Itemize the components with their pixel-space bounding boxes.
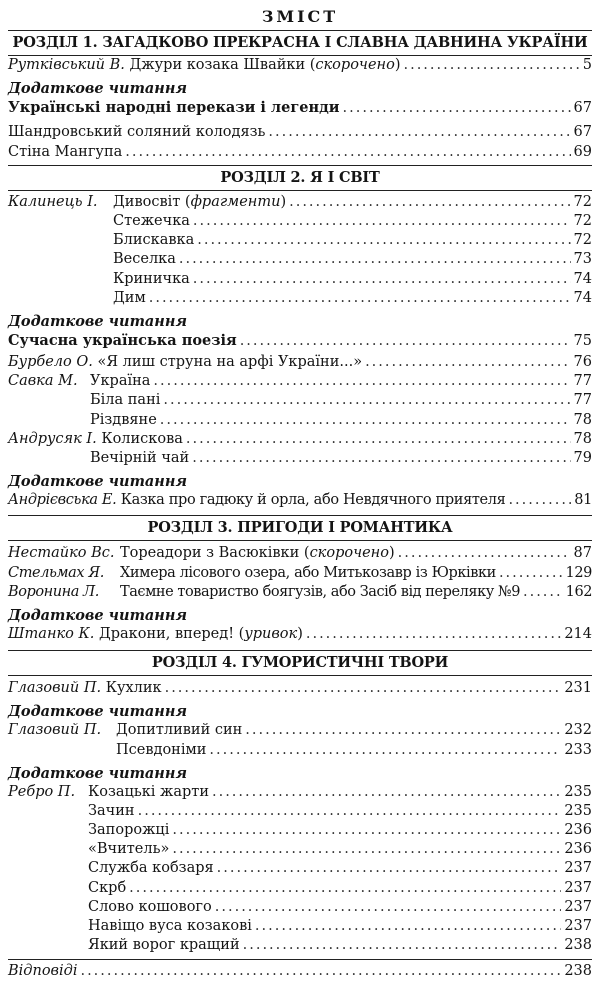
entry-page: 76: [573, 354, 592, 371]
section-title: РОЗДІЛ 1. ЗАГАДКОВО ПРЕКРАСНА І СЛАВНА ДАВНИНА УКРАЇНИ: [12, 34, 588, 51]
toc-entry[interactable]: [8, 936, 592, 955]
leader-dots: [523, 583, 563, 602]
leader-dots: [138, 802, 562, 821]
entry-page: 162: [565, 583, 592, 600]
leader-dots: [80, 962, 561, 981]
entry-title: Різдвяне: [90, 411, 157, 428]
leader-dots: [153, 372, 570, 391]
entry-author: Воронина Л.: [8, 583, 99, 600]
toc-entry[interactable]: Штанко К. Дракони, вперед! ( уривок ) ..... 214: [8, 625, 592, 644]
toc-entry[interactable]: [8, 391, 592, 410]
entry-page: 78: [573, 430, 592, 447]
leader-dots: [217, 859, 562, 878]
leader-dots: [179, 250, 571, 269]
page-title: ЗМІСТ: [261, 7, 339, 26]
entry-page: 72: [573, 193, 592, 210]
leader-dots: [403, 56, 579, 75]
additional-reading-label: Додаткове читання: [8, 312, 187, 330]
leader-dots: [160, 411, 571, 430]
toc-entry[interactable]: [8, 123, 592, 142]
entry-title: Вечірній чай: [90, 450, 190, 466]
additional-reading-label: Додаткове читання: [8, 606, 187, 624]
entry-page: 214: [564, 625, 592, 642]
entry-page: 235: [564, 802, 592, 819]
additional-reading-label: Додаткове читання: [8, 80, 187, 98]
entry-title: Шандровський соляний колодязь: [8, 124, 266, 141]
entry-page: 237: [564, 860, 592, 877]
toc-entry[interactable]: [8, 583, 592, 602]
toc-entry[interactable]: [8, 372, 592, 391]
leader-dots: [172, 840, 561, 859]
entry-author: Ребро П.: [8, 783, 76, 800]
entry-note: уривок: [244, 625, 298, 642]
entry-title: Дим: [113, 289, 146, 306]
leader-dots: [125, 143, 570, 162]
toc-entry[interactable]: [8, 898, 592, 917]
toc-entry[interactable]: [8, 353, 592, 372]
toc-entry[interactable]: [8, 449, 592, 468]
entry-page: 74: [573, 270, 592, 287]
toc-entry[interactable]: [8, 802, 592, 821]
leader-dots: [215, 898, 562, 917]
entry-title: Біла пані: [90, 392, 161, 409]
entry-page: 5: [582, 57, 592, 73]
entry-page: 72: [573, 232, 592, 249]
entry-title: Колискова: [101, 430, 183, 447]
entry-title: Джури козака Швайки: [129, 57, 306, 73]
additional-reading-label: Додаткове читання: [8, 764, 187, 782]
entry-note: фрагменти: [190, 193, 281, 210]
entry-title: Кухлик: [105, 680, 162, 697]
leader-dots: [193, 270, 571, 289]
entry-title: Козацькі жарти: [88, 783, 209, 800]
entry-title: Веселка: [113, 251, 176, 268]
additional-reading-label: Додаткове читання: [8, 473, 187, 491]
entry-title: Таємне товариство боягузів, або Засіб від переляку №9: [120, 583, 520, 600]
leader-dots: [365, 353, 570, 372]
entry-page: 67: [573, 100, 592, 117]
additional-reading-label: Додаткове читання: [8, 703, 187, 721]
entry-page: 232: [564, 722, 592, 739]
entry-title: Навіщо вуса козакові: [88, 918, 252, 934]
leader-dots: [245, 721, 561, 740]
toc-entry[interactable]: Нестайко Вс. Тореадори з Васюківки ( скорочено ) ..... 87: [8, 544, 592, 563]
entry-author: Глазовий П.: [8, 722, 102, 739]
entry-author: Нестайко Вс.: [8, 545, 115, 562]
toc-entry-answers[interactable]: [8, 962, 592, 981]
leader-dots: [306, 625, 561, 644]
entry-title: Відповіді: [8, 963, 78, 980]
toc-entry[interactable]: [8, 721, 592, 740]
leader-dots: [343, 99, 571, 118]
section-title: РОЗДІЛ 2. Я І СВІТ: [220, 168, 380, 186]
entry-title: Криничка: [113, 270, 190, 287]
entry-page: 235: [564, 783, 592, 800]
leader-dots: [193, 212, 571, 231]
entry-title: Сучасна українська поезія: [8, 331, 237, 349]
toc-entry[interactable]: [8, 270, 592, 289]
toc-entry[interactable]: [8, 741, 592, 760]
entry-author: Савка М.: [8, 373, 78, 390]
entry-author: Андрусяк І.: [8, 430, 97, 447]
toc-entry[interactable]: [8, 859, 592, 878]
toc-entry[interactable]: [8, 231, 592, 250]
entry-page: 237: [564, 898, 592, 915]
toc-entry[interactable]: [8, 879, 592, 898]
entry-page: 237: [564, 879, 592, 896]
toc-entry[interactable]: [8, 917, 592, 936]
toc-entry[interactable]: [8, 250, 592, 269]
entry-title: Слово кошового: [88, 898, 212, 915]
toc-entry[interactable]: Рутківський В. Джури козака Швайки ( скорочено ) ..... 5: [8, 56, 592, 75]
entry-page: 238: [564, 963, 592, 980]
toc-entry[interactable]: [8, 331, 592, 350]
entry-page: 73: [573, 251, 592, 268]
entry-page: 75: [573, 332, 592, 349]
leader-dots: [186, 430, 571, 449]
entry-page: 231: [564, 680, 592, 697]
leader-dots: [129, 879, 561, 898]
leader-dots: [165, 679, 562, 698]
entry-title: Допитливий син: [116, 722, 243, 739]
toc-entry[interactable]: [8, 564, 592, 583]
entry-page: 129: [565, 564, 592, 581]
entry-author: Стельмах Я.: [8, 564, 104, 581]
leader-dots: [192, 449, 570, 468]
entry-title: Химера лісового озера, або Митькозавр із Юрківки: [120, 564, 496, 581]
section-title: РОЗДІЛ 3. ПРИГОДИ І РОМАНТИКА: [147, 519, 453, 537]
entry-note: скорочено: [315, 57, 395, 73]
entry-page: 236: [564, 822, 592, 839]
leader-dots: [243, 936, 562, 955]
leader-dots: [255, 917, 561, 936]
leader-dots: [172, 821, 561, 840]
leader-dots: [212, 783, 561, 802]
table-of-contents: [8, 0, 592, 982]
entry-page: 77: [573, 392, 592, 409]
entry-title: Псевдоніми: [116, 741, 207, 758]
entry-author: Рутківський В.: [8, 57, 125, 73]
entry-title: Служба кобзаря: [88, 860, 214, 877]
entry-title: Блискавка: [113, 232, 195, 249]
entry-title: Стежечка: [113, 212, 190, 229]
entry-page: 72: [573, 212, 592, 229]
leader-dots: [163, 391, 570, 410]
entry-page: 238: [564, 937, 592, 954]
entry-page: 236: [564, 841, 592, 858]
divider: [8, 190, 592, 191]
entry-page: 74: [573, 289, 592, 306]
entry-author: Бурбело О.: [8, 354, 93, 371]
entry-title: «Вчитель»: [88, 841, 170, 858]
entry-author: Калинець І.: [8, 193, 98, 210]
leader-dots: [398, 544, 571, 563]
entry-title: Зачин: [88, 802, 135, 819]
leader-dots: [149, 289, 571, 308]
toc-entry[interactable]: [8, 679, 592, 698]
entry-page: 79: [573, 450, 592, 466]
entry-title: Дивосвіт: [113, 193, 181, 210]
toc-entry[interactable]: [8, 143, 592, 162]
toc-entry[interactable]: [8, 289, 592, 308]
entry-title: Який ворог кращий: [88, 937, 240, 954]
entry-page: 87: [573, 545, 592, 562]
entry-author: Глазовий П.: [8, 680, 102, 697]
divider: [8, 540, 592, 541]
leader-dots: [268, 123, 570, 142]
entry-title: Запорожці: [88, 822, 170, 839]
entry-note: скорочено: [309, 545, 389, 562]
entry-title: Казка про гадюку й орла, або Невдячного приятеля: [120, 492, 506, 509]
toc-entry[interactable]: [8, 840, 592, 859]
divider: [8, 675, 592, 676]
entry-page: 78: [573, 411, 592, 428]
entry-page: 77: [573, 373, 592, 390]
entry-page: 67: [573, 124, 592, 141]
entry-title: Дракони, вперед!: [98, 625, 235, 642]
entry-title: «Я лиш струна на арфі України...»: [97, 354, 363, 371]
entry-title: Україна: [90, 373, 151, 390]
entry-title: Тореадори з Васюківки: [120, 545, 300, 562]
toc-entry[interactable]: [8, 821, 592, 840]
toc-entry[interactable]: [8, 491, 592, 510]
toc-entry[interactable]: [8, 98, 592, 117]
entry-page: 81: [574, 492, 592, 509]
entry-title: Українські народні перекази і легенди: [8, 99, 340, 117]
leader-dots: [240, 332, 571, 351]
leader-dots: [508, 491, 571, 510]
entry-title: Стіна Мангупа: [8, 143, 123, 160]
entry-title: Скрб: [88, 879, 127, 896]
toc-entry[interactable]: [8, 212, 592, 231]
section-title: РОЗДІЛ 4. ГУМОРИСТИЧНІ ТВОРИ: [151, 654, 449, 672]
entry-page: 237: [564, 918, 592, 934]
toc-entry[interactable]: [8, 411, 592, 430]
entry-page: 233: [564, 741, 592, 758]
leader-dots: [289, 193, 570, 212]
leader-dots: [209, 741, 561, 760]
toc-entry[interactable]: Калинець І. Дивосвіт ( фрагменти ) ..... 72: [8, 193, 592, 212]
divider: [8, 959, 592, 960]
toc-entry[interactable]: [8, 430, 592, 449]
leader-dots: [197, 231, 570, 250]
entry-author: Андрієвська Е.: [8, 492, 117, 509]
toc-entry[interactable]: [8, 783, 592, 802]
entry-page: 69: [573, 143, 592, 160]
entry-author: Штанко К.: [8, 625, 95, 642]
leader-dots: [499, 564, 563, 583]
